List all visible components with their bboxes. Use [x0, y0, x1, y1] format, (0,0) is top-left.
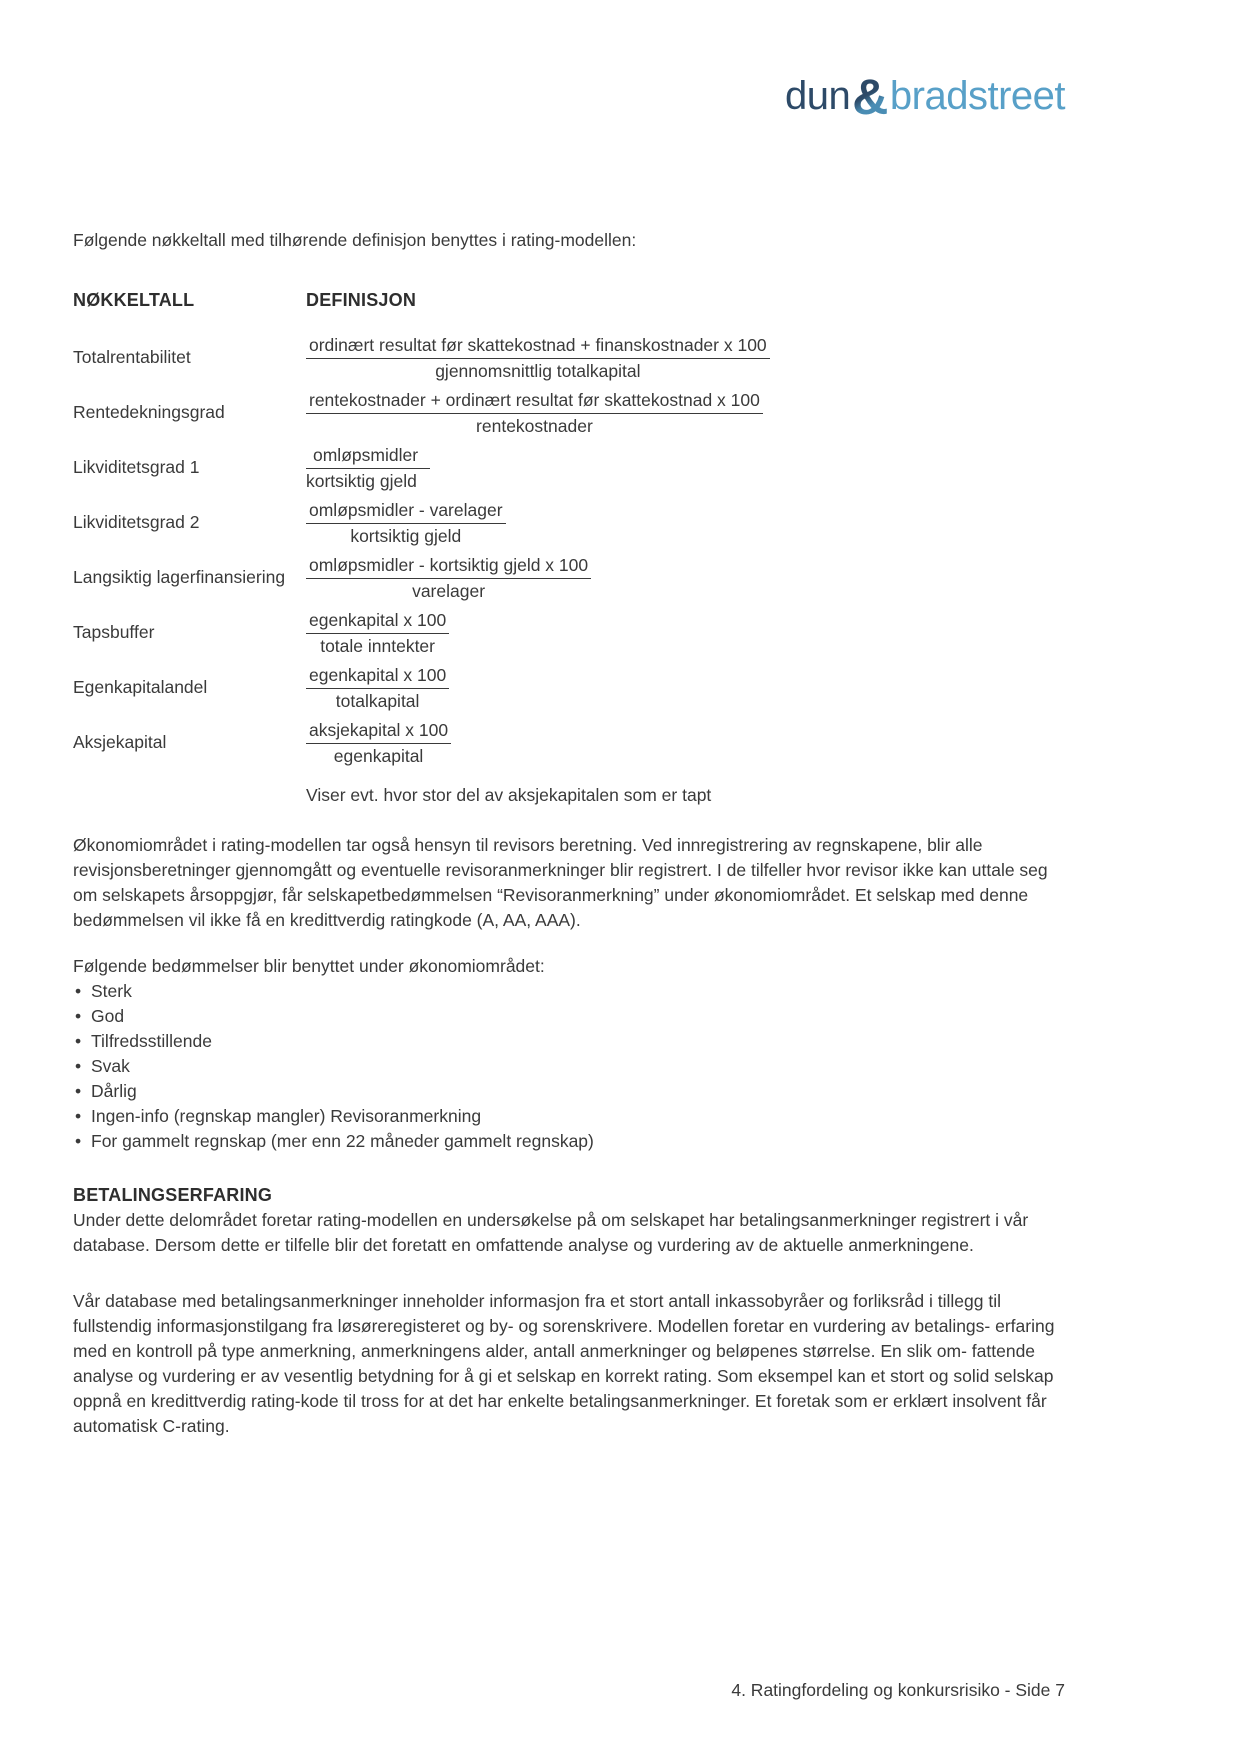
table-row [73, 664, 1065, 713]
fraction [306, 609, 449, 658]
table-row [73, 609, 1065, 658]
fraction [306, 389, 763, 438]
row-label: Tapsbuffer [73, 622, 155, 642]
assessment-item: • Tilfredsstillende [73, 1029, 1065, 1054]
brand-logo-bradstreet: bradstreet [889, 74, 1065, 118]
fraction-denominator: totalkapital [335, 691, 420, 711]
fraction-numerator: omløpsmidler - varelager [306, 499, 506, 524]
table-note-spacer [73, 783, 306, 807]
table-body [73, 334, 1065, 768]
row-definition [306, 499, 1065, 548]
fraction [306, 334, 770, 383]
fraction-denominator: rentekostnader [476, 416, 593, 436]
row-definition [306, 609, 1065, 658]
assessment-item: • For gammelt regnskap (mer enn 22 måneder gammelt regnskap) [73, 1129, 1065, 1154]
table-row [73, 444, 1065, 493]
assessment-list [73, 979, 1065, 1154]
table-row [73, 719, 1065, 768]
table-row [73, 389, 1065, 438]
assessment-item: • Ingen-info (regnskap mangler) Revisoranmerkning [73, 1104, 1065, 1129]
fraction-numerator: aksjekapital x 100 [306, 719, 451, 744]
paragraph-payment-1: Under dette delområdet foretar rating-modellen en undersøkelse på om selskapet har betalingsanmerkninger registrert i vår database. Dersom dette er tilfelle blir det foretatt en omfattende analyse og vurdering av de aktuelle anmerkningene. [73, 1210, 1029, 1255]
fraction [306, 499, 506, 548]
row-label: Likviditetsgrad 1 [73, 457, 200, 477]
row-definition [306, 554, 1065, 603]
row-label: Rentedekningsgrad [73, 402, 225, 422]
row-label: Egenkapitalandel [73, 677, 208, 697]
assessment-item: • Sterk [73, 979, 1065, 1004]
assessment-item: • Svak [73, 1054, 1065, 1079]
assessment-item: • Dårlig [73, 1079, 1065, 1104]
table-note-row [73, 783, 1065, 807]
fraction-numerator: egenkapital x 100 [306, 609, 449, 634]
fraction-denominator: egenkapital [333, 746, 424, 766]
brand-ampersand-icon: & [852, 69, 888, 125]
fraction-denominator: kortsiktig gjeld [306, 471, 417, 491]
brand-logo [785, 69, 1065, 125]
assessment-list-intro: Følgende bedømmelser blir benyttet under økonomiområdet: [73, 956, 545, 976]
assessment-item: • God [73, 1004, 1065, 1029]
column-header-definisjon: DEFINISJON [306, 290, 417, 310]
column-header-nokkeltall: NØKKELTALL [73, 290, 195, 310]
fraction [306, 444, 430, 493]
row-definition [306, 389, 1065, 438]
row-label: Langsiktig lagerfinansiering [73, 567, 286, 587]
fraction-numerator: egenkapital x 100 [306, 664, 449, 689]
intro-text: Følgende nøkkeltall med tilhørende definisjon benyttes i rating-modellen: [73, 230, 637, 250]
paragraph-economy: Økonomiområdet i rating-modellen tar også hensyn til revisors beretning. Ved innregistrering av regnskapene, blir alle revisjonsberetninger gjennomgått og eventuelle revisoranmerkninger blir registrert. I de tilfeller hvor revisor ikke kan uttale seg om selskapets årsoppgjør, får selskapetbedømmelsen “Revisoranmerkning” under økonomiområdet. Et selskap med denne bedømmelsen vil ikke få en kredittverdig ratingkode (A, AA, AAA). [73, 835, 1048, 930]
fraction-denominator: gjennomsnittlig totalkapital [435, 361, 641, 381]
fraction [306, 554, 591, 603]
fraction [306, 664, 449, 713]
paragraph-payment-2: Vår database med betalingsanmerkninger inneholder informasjon fra et stort antall inkassobyråer og forliksråd i tillegg til fullstendig informasjonstilgang fra løsøreregisteret og by- og sorenskrivere. Modellen foretar en vurdering av betalings- erfaring med en kontroll på type anmerkning, anmerkningens alder, antall anmerkninger og beløpenes størrelse. En slik om- fattende analyse og vurdering er av vesentlig betydning for å gi et selskap en korrekt rating. Som eksempel kan et stort og solid selskap oppnå en kredittverdig rating-kode til tross for at det har enkelte betalingsanmerkninger. Et foretak som er erklært insolvent får automatisk C-rating. [73, 1291, 1055, 1436]
table-row [73, 499, 1065, 548]
page-footer: 4. Ratingfordeling og konkursrisiko - Side 7 [731, 1680, 1065, 1700]
fraction-denominator: kortsiktig gjeld [350, 526, 462, 546]
table-row [73, 554, 1065, 603]
table-header-row [73, 288, 1065, 313]
fraction-numerator: ordinært resultat før skattekostnad + finanskostnader x 100 [306, 334, 770, 359]
fraction-numerator: omløpsmidler - kortsiktig gjeld x 100 [306, 554, 591, 579]
fraction-denominator: varelager [412, 581, 486, 601]
brand-logo-dun: dun [785, 74, 851, 118]
key-figures-table [73, 288, 1065, 807]
row-label: Totalrentabilitet [73, 347, 191, 367]
fraction-numerator: omløpsmidler [306, 444, 430, 469]
row-definition [306, 664, 1065, 713]
row-label: Aksjekapital [73, 732, 167, 752]
section-heading-betalingserfaring: BETALINGSERFARING [73, 1185, 273, 1205]
fraction [306, 719, 451, 768]
table-note: Viser evt. hvor stor del av aksjekapitalen som er tapt [306, 785, 712, 805]
fraction-numerator: rentekostnader + ordinært resultat før skattekostnad x 100 [306, 389, 763, 414]
row-definition [306, 444, 1065, 493]
row-label: Likviditetsgrad 2 [73, 512, 200, 532]
table-row [73, 334, 1065, 383]
row-definition [306, 719, 1065, 768]
row-definition [306, 334, 1065, 383]
fraction-denominator: totale inntekter [320, 636, 435, 656]
